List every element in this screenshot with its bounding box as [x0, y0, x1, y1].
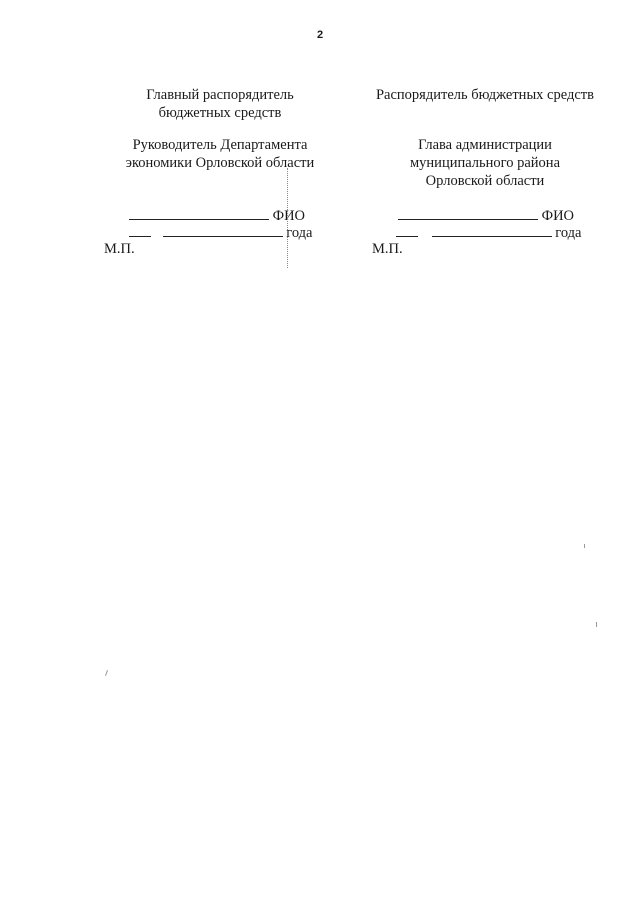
date-line-left — [129, 223, 312, 242]
date-label: года — [286, 225, 313, 241]
position-line-2: муниципального района — [410, 155, 560, 171]
role-heading-right — [360, 86, 610, 104]
position-right — [360, 136, 610, 190]
stamp-place-left: М.П. — [104, 241, 135, 257]
stamp-place-right: М.П. — [372, 241, 403, 257]
page-number: 2 — [316, 29, 324, 41]
position-line-1: Руководитель Департамента — [132, 137, 308, 153]
signatory-left — [100, 86, 340, 266]
signature-field — [129, 206, 269, 220]
month-field — [163, 223, 283, 237]
day-field — [396, 223, 418, 237]
scan-artifact-mark — [287, 168, 288, 268]
position-left — [100, 136, 340, 172]
role-line-2: бюджетных средств — [158, 105, 282, 121]
scan-artifact-speck — [584, 544, 585, 548]
role-line-1: Распорядитель бюджетных средств — [375, 87, 594, 103]
name-label: ФИО — [541, 208, 575, 224]
scan-artifact-speck — [105, 670, 108, 676]
day-field — [129, 223, 151, 237]
role-line-1: Главный распорядитель — [146, 87, 294, 103]
position-line-1: Глава администрации — [418, 137, 552, 153]
date-line-right — [396, 223, 581, 242]
position-line-2: экономики Орловской области — [125, 155, 315, 171]
signature-field — [398, 206, 538, 220]
signatory-right — [360, 86, 610, 266]
date-label: года — [555, 225, 582, 241]
role-heading-left — [100, 86, 340, 122]
position-line-3: Орловской области — [425, 173, 545, 189]
name-label: ФИО — [272, 208, 306, 224]
scan-artifact-speck — [596, 622, 597, 627]
month-field — [432, 223, 552, 237]
